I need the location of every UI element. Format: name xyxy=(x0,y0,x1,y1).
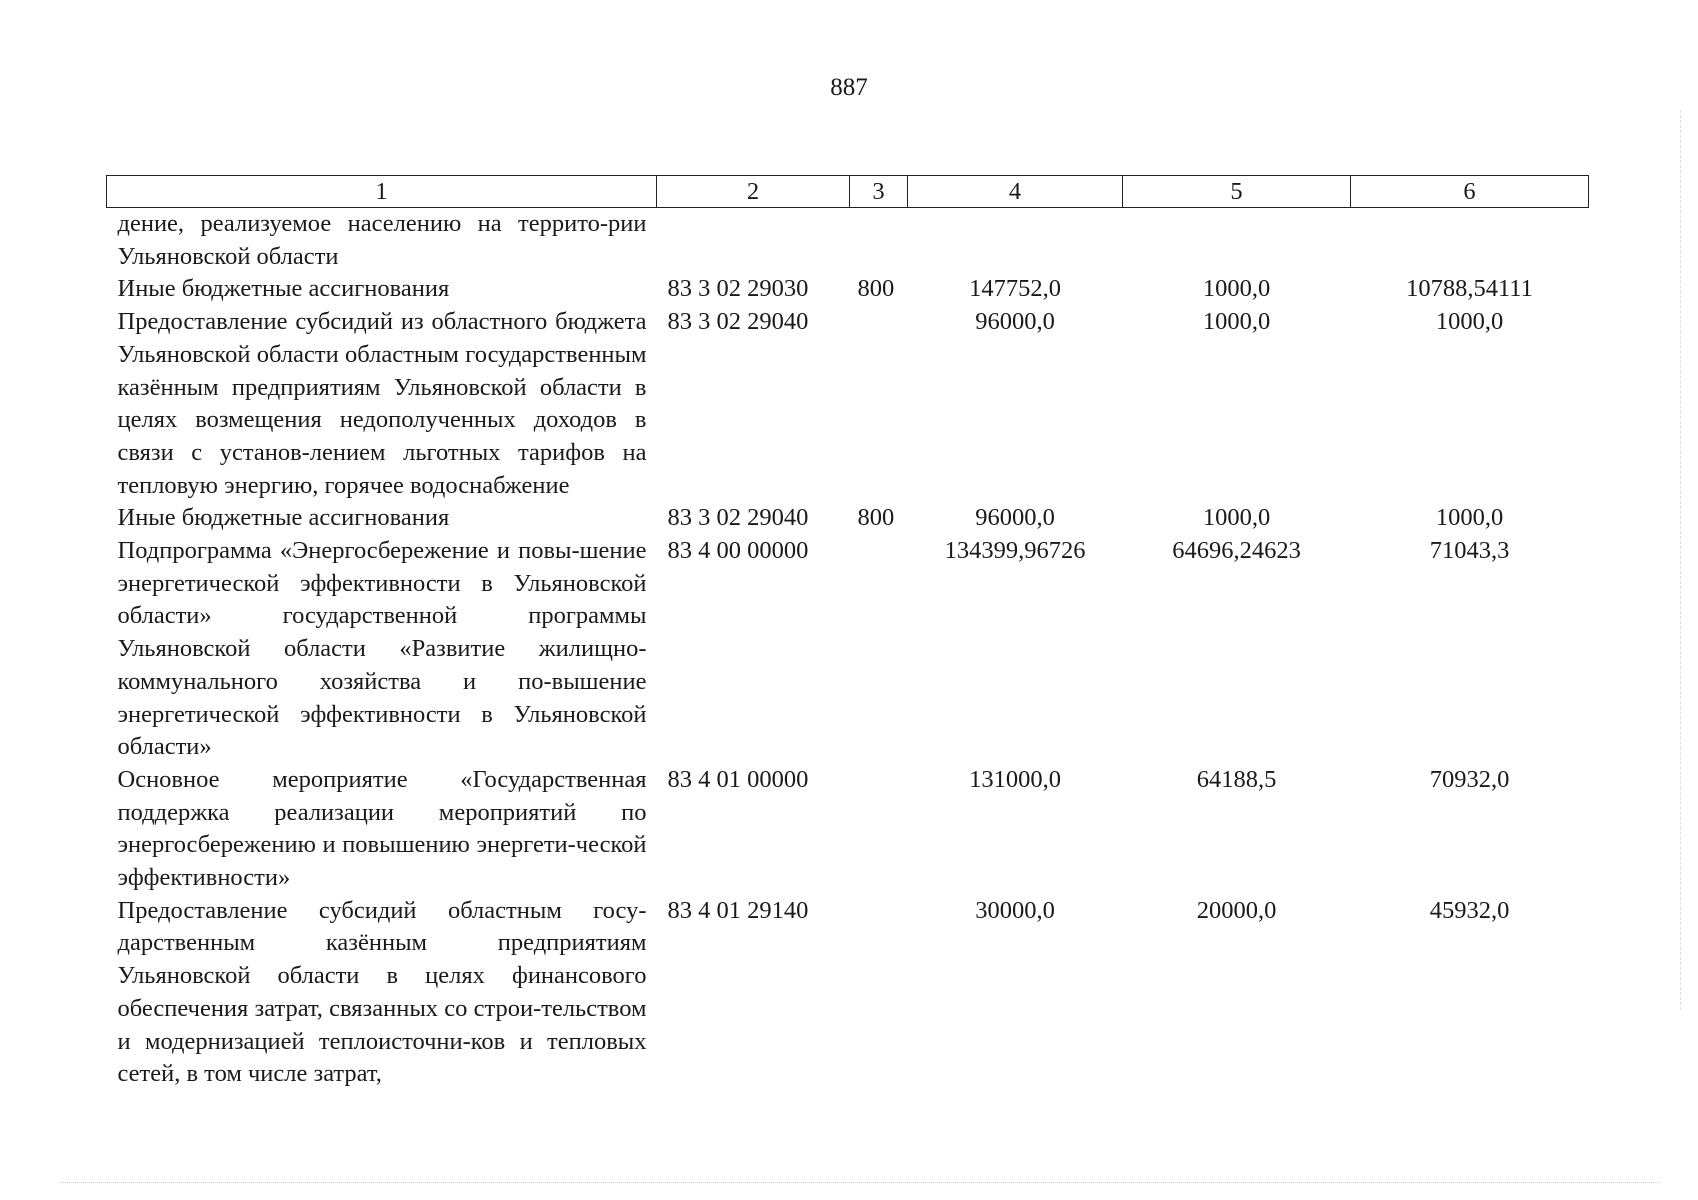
row-expense-type xyxy=(850,208,908,274)
budget-table xyxy=(106,175,1589,1091)
row-value-col4 xyxy=(908,208,1123,274)
table-row xyxy=(107,535,1589,764)
table-row xyxy=(107,764,1589,895)
row-code xyxy=(657,208,850,274)
table-body xyxy=(107,208,1589,1091)
row-value-col5: 1000,0 xyxy=(1202,275,1271,303)
row-value-col5: 1000,0 xyxy=(1202,308,1271,336)
row-name: Иные бюджетные ассигнования xyxy=(117,504,450,532)
header-col-3: 3 xyxy=(850,176,908,208)
page-number: 887 xyxy=(830,74,868,101)
row-value-col5: 64696,24623 xyxy=(1172,537,1301,565)
table-row xyxy=(107,273,1589,306)
header-col-5: 5 xyxy=(1123,176,1351,208)
header-col-6: 6 xyxy=(1351,176,1589,208)
table-row xyxy=(107,895,1589,1091)
row-value-col6: 70932,0 xyxy=(1429,765,1510,793)
header-col-1: 1 xyxy=(107,176,657,208)
row-expense-type xyxy=(850,535,908,764)
row-value-col6: 45932,0 xyxy=(1429,896,1510,924)
row-value-col5 xyxy=(1123,208,1351,274)
row-expense-type: 800 xyxy=(857,275,895,303)
table-row xyxy=(107,502,1589,535)
row-value-col6: 1000,0 xyxy=(1435,308,1504,336)
row-expense-type xyxy=(850,895,908,1091)
row-value-col4: 134399,96726 xyxy=(944,537,1086,565)
row-expense-type xyxy=(850,306,908,502)
row-code: 83 4 01 00000 xyxy=(667,765,809,793)
table-header xyxy=(107,176,1589,208)
row-value-col6: 71043,3 xyxy=(1429,537,1510,565)
header-row xyxy=(107,176,1589,208)
row-name: дение, реализуемое населению на террито-рии Ульяновской области xyxy=(117,210,647,270)
header-col-4: 4 xyxy=(908,176,1123,208)
row-code: 83 3 02 29030 xyxy=(667,275,809,303)
row-name: Основное мероприятие «Государственная поддержка реализации мероприятий по энергосбережению и повышению энергети-ческой эффективности» xyxy=(117,765,647,892)
row-value-col4: 147752,0 xyxy=(969,275,1061,303)
row-value-col5: 1000,0 xyxy=(1202,504,1271,532)
row-code: 83 3 02 29040 xyxy=(667,308,809,336)
row-code: 83 4 01 29140 xyxy=(667,896,809,924)
row-value-col6: 10788,54111 xyxy=(1406,275,1533,303)
row-expense-type: 800 xyxy=(857,504,895,532)
row-code: 83 4 00 00000 xyxy=(667,537,809,565)
header-col-2: 2 xyxy=(657,176,850,208)
row-value-col4: 131000,0 xyxy=(969,765,1061,793)
row-value-col4: 96000,0 xyxy=(975,308,1055,336)
row-code: 83 3 02 29040 xyxy=(667,504,809,532)
row-name: Иные бюджетные ассигнования xyxy=(117,275,450,303)
row-value-col6: 1000,0 xyxy=(1435,504,1504,532)
row-name: Подпрограмма «Энергосбережение и повы-шение энергетической эффективности в Ульяновской области» государственной программы Ульяновской области «Развитие жилищно-коммунального хозяйства и по-вышение энергетической эффективности в Ульяновской области» xyxy=(117,537,647,761)
budget-table-container xyxy=(106,175,1588,1091)
row-value-col4: 30000,0 xyxy=(975,896,1055,924)
scan-margin-artifact xyxy=(1680,110,1681,1010)
row-value-col5: 64188,5 xyxy=(1196,765,1277,793)
row-value-col6 xyxy=(1351,208,1589,274)
row-value-col4: 96000,0 xyxy=(975,504,1055,532)
row-name: Предоставление субсидий областным госу-дарственным казённым предприятиям Ульяновской области в целях финансового обеспечения затрат, связанных со строи-тельством и модернизацией теплоисточни-ков и тепловых сетей, в том числе затрат, xyxy=(117,896,647,1088)
scan-edge-artifact xyxy=(60,1182,1660,1183)
table-row xyxy=(107,306,1589,502)
row-name: Предоставление субсидий из областного бюджета Ульяновской области областным государственным казённым предприятиям Ульяновской области в целях возмещения недополученных доходов в связи с установ-лением льготных тарифов на тепловую энергию, горячее водоснабжение xyxy=(117,308,647,499)
table-row xyxy=(107,208,1589,274)
row-expense-type xyxy=(850,764,908,895)
row-value-col5: 20000,0 xyxy=(1196,896,1277,924)
